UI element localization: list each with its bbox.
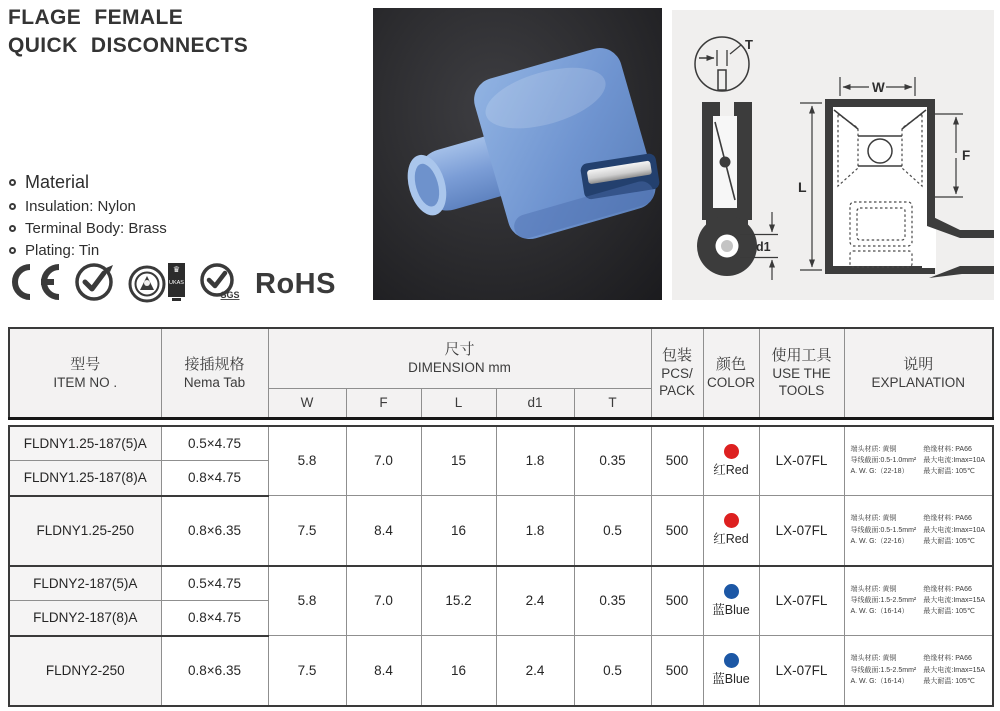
svg-text:L: L — [798, 179, 807, 195]
explanation-text: A. W. G:（22-16） — [850, 537, 909, 545]
color-label: 红Red — [713, 532, 749, 547]
item-no-cell: FLDNY1.25-187(8)A — [9, 461, 161, 496]
explanation-text: 绝缘材料: PA66 — [923, 655, 972, 663]
explanation-text: 端头材质: 黄铜 — [850, 515, 897, 523]
material-item-plating: Plating: Tin — [25, 242, 100, 259]
material-item-terminal-body: Terminal Body: Brass — [25, 220, 167, 237]
col-header-f: F — [346, 388, 421, 418]
color-label: 红Red — [713, 462, 749, 477]
color-cell — [703, 636, 759, 706]
technical-drawing — [672, 10, 994, 300]
sgs-badge-icon — [196, 261, 244, 308]
dim-l-cell: 15.2 — [421, 566, 496, 636]
dim-f-cell: 8.4 — [346, 496, 421, 566]
pack-cell: 500 — [651, 496, 703, 566]
nema-tab-cell: 0.5×4.75 — [161, 426, 268, 461]
explanation-text: 最大电流:Imax=15A — [923, 666, 986, 674]
svg-text:♛: ♛ — [172, 265, 181, 274]
svg-text:d1: d1 — [756, 240, 771, 254]
svg-text:W: W — [872, 80, 885, 95]
material-item-row — [9, 242, 167, 259]
explanation-text: 最大电流:Imax=15A — [923, 597, 986, 605]
pack-cell: 500 — [651, 566, 703, 636]
item-no-cell: FLDNY1.25-250 — [9, 496, 161, 566]
dim-w-cell: 5.8 — [268, 426, 346, 496]
bullet-icon — [9, 247, 16, 254]
nema-tab-cell: 0.8×4.75 — [161, 601, 268, 636]
col-header-t: T — [574, 388, 651, 418]
dim-d1-cell: 1.8 — [496, 496, 574, 566]
dim-l-cell: 15 — [421, 426, 496, 496]
explanation-text: 最大电流:Imax=10A — [923, 457, 986, 465]
col-header-dimension: 尺寸 DIMENSION mm — [268, 328, 651, 388]
col-header-explanation: 说明 EXPLANATION — [844, 328, 993, 418]
material-item-row — [9, 220, 167, 237]
explanation-text: A. W. G:（16-14） — [850, 608, 909, 616]
dim-d1-cell: 1.8 — [496, 426, 574, 496]
table-row — [9, 566, 993, 601]
material-item-insulation: Insulation: Nylon — [25, 198, 136, 215]
material-item-row — [9, 198, 167, 215]
color-cell — [703, 496, 759, 566]
dim-w-cell: 7.5 — [268, 496, 346, 566]
col-header-tools: 使用工具 USE THE TOOLS — [759, 328, 844, 418]
nema-tab-cell: 0.8×6.35 — [161, 496, 268, 566]
dim-d1-cell: 2.4 — [496, 636, 574, 706]
explanation-text: 端头材质: 黄铜 — [850, 585, 897, 593]
explanation-text: 端头材质: 黄铜 — [850, 655, 897, 663]
explanation-cell — [844, 496, 993, 566]
explanation-text: 最大耐温: 105℃ — [923, 537, 975, 545]
dim-w-cell: 5.8 — [268, 566, 346, 636]
dim-d1-cell: 2.4 — [496, 566, 574, 636]
dim-l-cell: 16 — [421, 636, 496, 706]
col-header-pack: 包装 PCS/ PACK — [651, 328, 703, 418]
color-dot-icon — [724, 444, 739, 459]
explanation-cell — [844, 636, 993, 706]
material-heading-row — [9, 172, 167, 193]
svg-text:SGS: SGS — [220, 289, 240, 300]
tool-cell: LX-07FL — [759, 566, 844, 636]
weee-compliant-badge-icon — [73, 261, 115, 308]
table-row — [9, 636, 993, 706]
col-header-w: W — [268, 388, 346, 418]
material-list — [9, 172, 167, 264]
dim-f-cell: 8.4 — [346, 636, 421, 706]
tool-cell: LX-07FL — [759, 636, 844, 706]
dim-f-cell: 7.0 — [346, 566, 421, 636]
color-label: 蓝Blue — [712, 672, 750, 687]
dim-t-cell: 0.5 — [574, 496, 651, 566]
page-title — [8, 4, 248, 61]
color-dot-icon — [724, 653, 739, 668]
item-no-cell: FLDNY2-187(8)A — [9, 601, 161, 636]
ce-mark-icon — [8, 262, 62, 307]
dim-t-cell: 0.35 — [574, 426, 651, 496]
dim-l-cell: 16 — [421, 496, 496, 566]
explanation-text: 导线截面:1.5-2.5mm² — [850, 597, 917, 605]
connector-illustration — [373, 8, 662, 300]
certification-logos — [8, 261, 336, 307]
nema-tab-cell: 0.8×4.75 — [161, 461, 268, 496]
explanation-text: 绝缘材料: PA66 — [923, 445, 972, 453]
dim-f-cell: 7.0 — [346, 426, 421, 496]
explanation-text: 最大耐温: 105℃ — [923, 677, 975, 685]
spec-table — [8, 327, 992, 707]
pack-cell: 500 — [651, 636, 703, 706]
tool-cell: LX-07FL — [759, 426, 844, 496]
color-cell — [703, 566, 759, 636]
tool-cell: LX-07FL — [759, 496, 844, 566]
explanation-text: 端头材质: 黄铜 — [850, 445, 897, 453]
bullet-icon — [9, 225, 16, 232]
explanation-cell — [844, 566, 993, 636]
col-header-d1: d1 — [496, 388, 574, 418]
item-no-cell: FLDNY2-187(5)A — [9, 566, 161, 601]
explanation-cell — [844, 426, 993, 496]
explanation-text: 最大耐温: 105℃ — [923, 468, 975, 476]
color-dot-icon — [724, 584, 739, 599]
dim-t-cell: 0.35 — [574, 566, 651, 636]
explanation-text: 导线截面:1.5-2.5mm² — [850, 666, 917, 674]
pack-cell: 500 — [651, 426, 703, 496]
table-row — [9, 496, 993, 566]
table-row — [9, 426, 993, 461]
explanation-text: 绝缘材料: PA66 — [923, 515, 972, 523]
bullet-icon — [9, 203, 16, 210]
col-header-item-no: 型号 ITEM NO . — [9, 328, 161, 418]
color-label: 蓝Blue — [712, 602, 750, 617]
col-header-color: 颜色 COLOR — [703, 328, 759, 418]
explanation-text: 最大电流:Imax=10A — [923, 526, 986, 534]
color-dot-icon — [724, 513, 739, 528]
explanation-text: 导线截面:0.5-1.5mm² — [850, 526, 917, 534]
col-header-l: L — [421, 388, 496, 418]
svg-text:F: F — [962, 148, 971, 163]
color-cell — [703, 426, 759, 496]
product-photo — [373, 8, 662, 300]
explanation-text: 最大耐温: 105℃ — [923, 608, 975, 616]
explanation-text: A. W. G:（22-18） — [850, 468, 909, 476]
svg-text:T: T — [745, 37, 753, 52]
item-no-cell: FLDNY1.25-187(5)A — [9, 426, 161, 461]
nema-tab-cell: 0.5×4.75 — [161, 566, 268, 601]
bullet-icon — [9, 179, 16, 186]
explanation-text: A. W. G:（16-14） — [850, 677, 909, 685]
svg-text:UKAS: UKAS — [169, 280, 184, 286]
nema-tab-cell: 0.8×6.35 — [161, 636, 268, 706]
spec-table-header — [8, 327, 994, 420]
item-no-cell: FLDNY2-250 — [9, 636, 161, 706]
material-heading: Material — [25, 172, 90, 192]
dim-w-cell: 7.5 — [268, 636, 346, 706]
explanation-text: 绝缘材料: PA66 — [923, 585, 972, 593]
iso-ukas-badge-icon — [126, 263, 185, 305]
explanation-text: 导线截面:0.5-1.0mm² — [850, 457, 917, 465]
dim-t-cell: 0.5 — [574, 636, 651, 706]
page-title-line2: QUICK DISCONNECTS — [8, 34, 249, 58]
page-title-line1: FLAGE FEMALE — [8, 6, 184, 29]
rohs-label: RoHS — [255, 267, 336, 300]
spec-table-body — [8, 425, 994, 707]
col-header-nema-tab: 接插规格 Nema Tab — [161, 328, 268, 418]
